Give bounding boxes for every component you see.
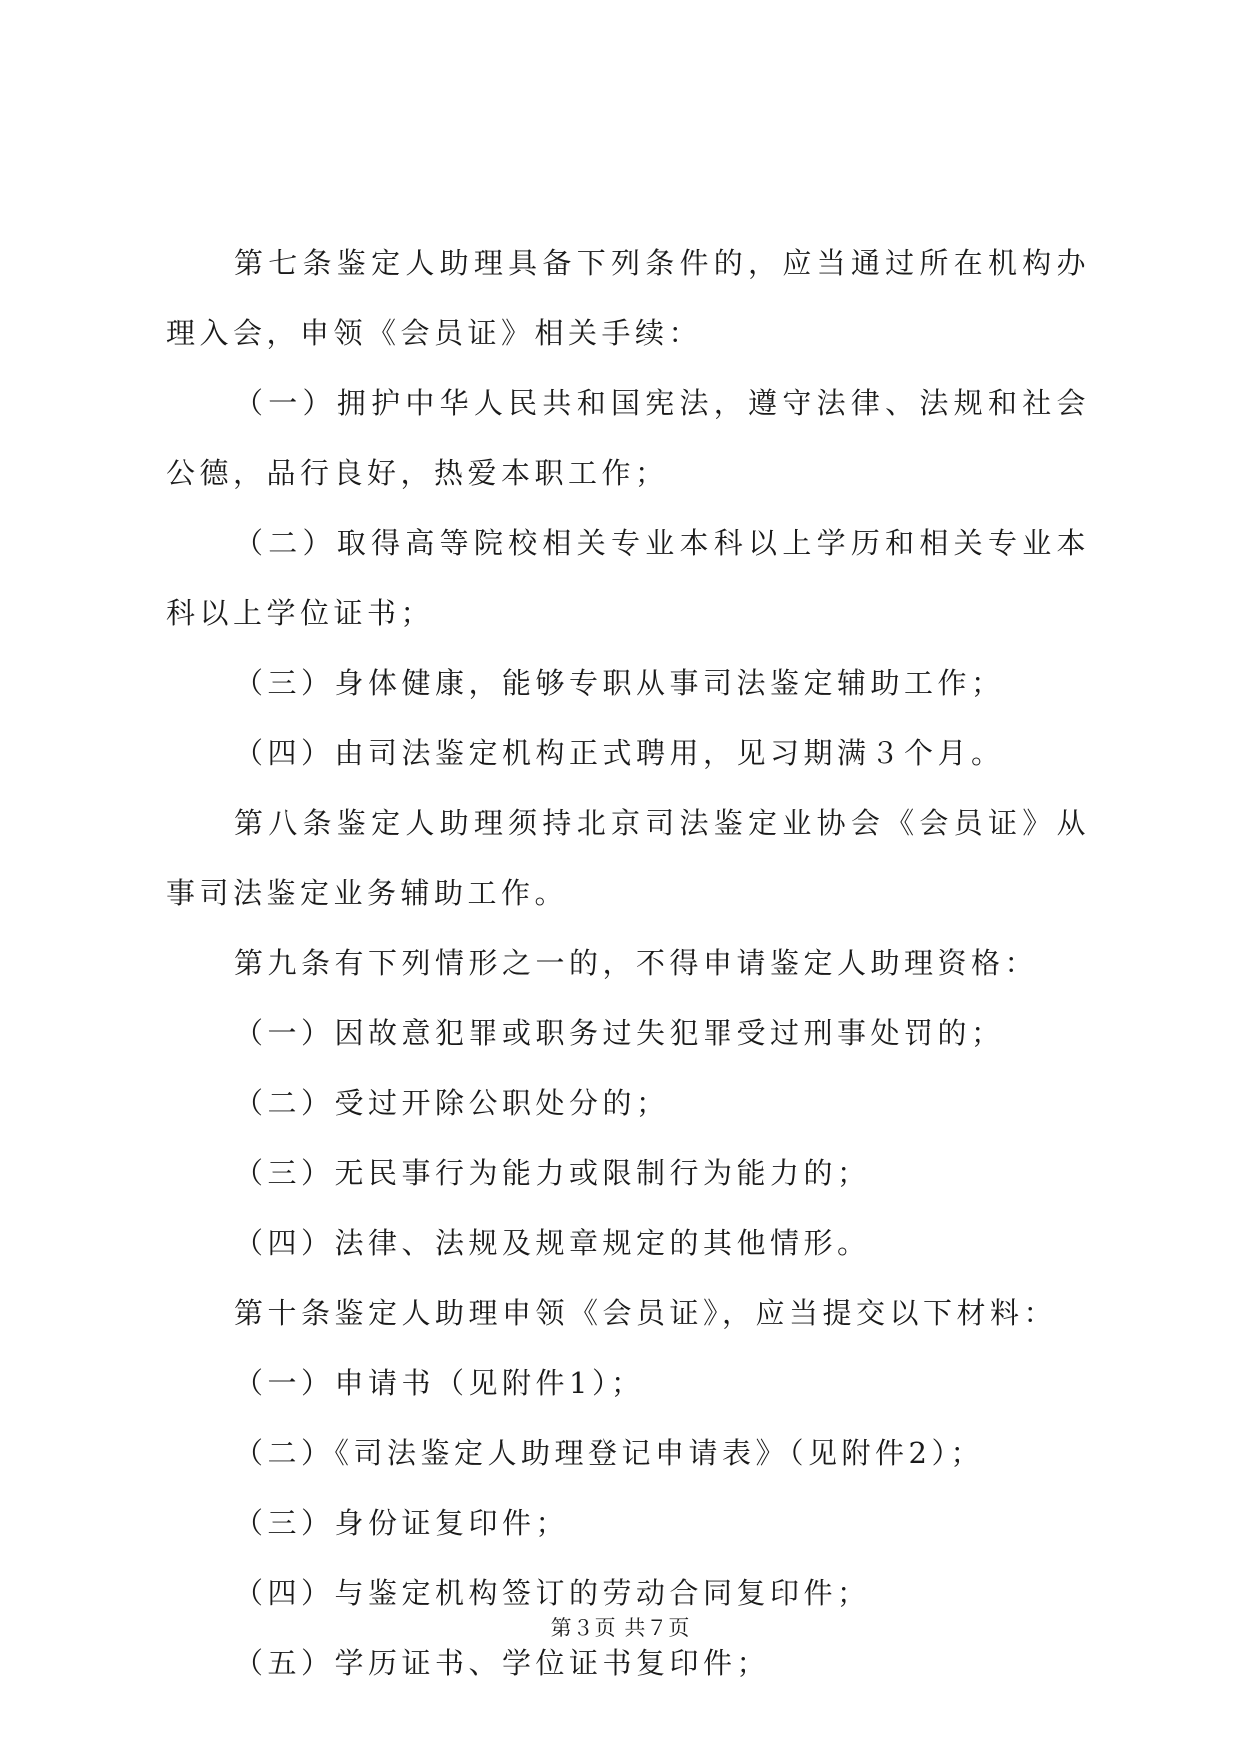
article-7-item-4: （四）由司法鉴定机构正式聘用，见习期满３个月。 xyxy=(234,736,1005,770)
article-9-item-2: （二）受过开除公职处分的； xyxy=(234,1086,670,1120)
article-10-paragraph: 第十条鉴定人助理申领《会员证》，应当提交以下材料： xyxy=(234,1296,1058,1330)
article-7-paragraph: 第七条鉴定人助理具备下列条件的，应当通过所在机构办理入会，申领《会员证》相关手续： xyxy=(166,246,1090,350)
article-10-item-4: （四）与鉴定机构签订的劳动合同复印件； xyxy=(234,1576,871,1610)
article-10-item-2: （二）《司法鉴定人助理登记申请表》（见附件2）； xyxy=(234,1436,984,1470)
article-9-item-4: （四）法律、法规及规章规定的其他情形。 xyxy=(234,1226,871,1260)
article-7-item-2: （二）取得高等院校相关专业本科以上学历和相关专业本科以上学位证书； xyxy=(166,526,1090,630)
article-10-item-5: （五）学历证书、学位证书复印件； xyxy=(234,1646,771,1680)
document-body xyxy=(166,228,1090,1698)
article-10-item-1: （一）申请书（见附件1）； xyxy=(234,1366,645,1400)
article-9-item-1: （一）因故意犯罪或职务过失犯罪受过刑事处罚的； xyxy=(234,1016,1005,1050)
article-9-item-3: （三）无民事行为能力或限制行为能力的； xyxy=(234,1156,871,1190)
article-10-item-3: （三）身份证复印件； xyxy=(234,1506,570,1540)
article-9-paragraph: 第九条有下列情形之一的，不得申请鉴定人助理资格： xyxy=(234,946,1039,980)
article-7-item-3: （三）身体健康，能够专职从事司法鉴定辅助工作； xyxy=(234,666,1005,700)
article-8-paragraph: 第八条鉴定人助理须持北京司法鉴定业协会《会员证》从事司法鉴定业务辅助工作。 xyxy=(166,806,1090,910)
page-number-footer: 第３页 共７页 xyxy=(550,1616,691,1640)
article-7-item-1: （一）拥护中华人民共和国宪法，遵守法律、法规和社会公德，品行良好，热爱本职工作； xyxy=(166,386,1090,490)
